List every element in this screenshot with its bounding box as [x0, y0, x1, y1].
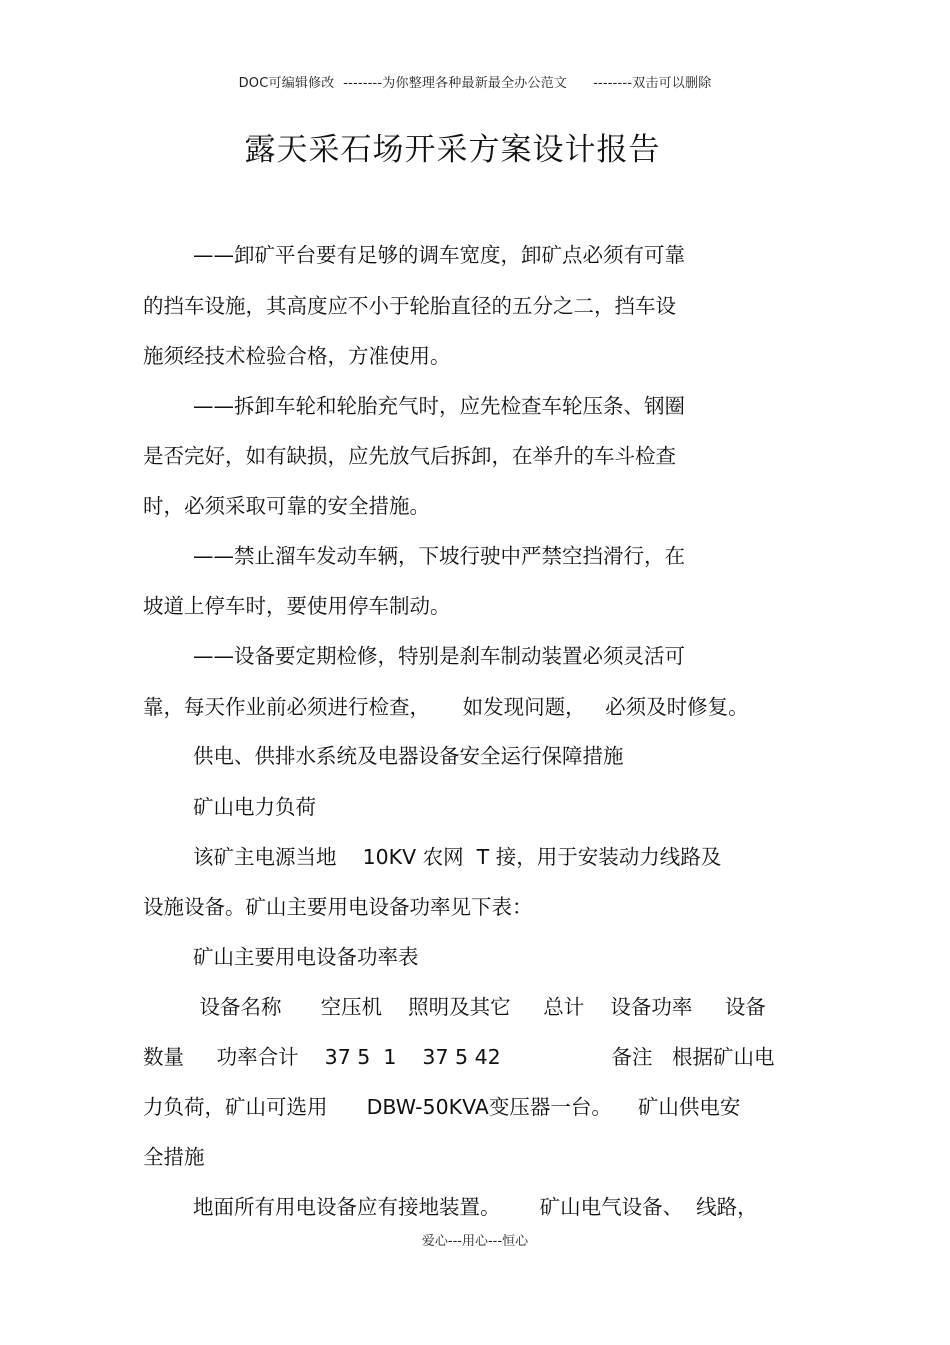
body-line-9: ——设备要定期检修，特别是刹车制动装置必须灵活可 [193, 644, 685, 668]
body-line-1: ——卸矿平台要有足够的调车宽度，卸矿点必须有可靠 [193, 243, 685, 267]
body-line-7: ——禁止溜车发动车辆，下坡行驶中严禁空挡滑行，在 [193, 544, 685, 568]
section-heading-load: 矿山电力负荷 [193, 795, 316, 819]
body-line-4: ——拆卸车轮和轮胎充气时，应先检查车轮压条、钢圈 [193, 394, 685, 418]
page-footer: 爱心---用心---恒心 [421, 1234, 529, 1249]
body-line-18: 力负荷，矿山可选用 DBW-50KVA变压器一台。 矿山供电安 [143, 1095, 741, 1119]
body-line-8: 坡道上停车时，要使用停车制动。 [143, 594, 451, 618]
body-line-3: 施须经技术检验合格，方准使用。 [143, 344, 451, 368]
body-line-5: 是否完好，如有缺损，应先放气后拆卸，在举升的车斗检查 [143, 444, 676, 468]
body-line-20: 地面所有用电设备应有接地装置。 矿山电气设备、 线路， [193, 1195, 758, 1219]
table-header-line: 设备名称 空压机 照明及其它 总计 设备功率 设备 [193, 995, 766, 1019]
page-header: DOC可编辑修改 --------为你整理各种最新最全办公范文 --------双击可以删除 [238, 76, 712, 91]
body-line-14: 设施设备。矿山主要用电设备功率见下表： [143, 895, 533, 919]
body-line-2: 的挡车设施，其高度应不小于轮胎直径的五分之二，挡车设 [143, 294, 676, 318]
table-values-line: 数量 功率合计 37 5 1 37 5 42 备注 根据矿山电 [143, 1045, 775, 1069]
body-line-10: 靠，每天作业前必须进行检查， 如发现问题， 必须及时修复。 [143, 695, 749, 719]
table-caption: 矿山主要用电设备功率表 [193, 945, 419, 969]
body-line-6: 时，必须采取可靠的安全措施。 [143, 494, 430, 518]
body-line-19: 全措施 [143, 1145, 205, 1169]
section-heading-power: 供电、供排水系统及电器设备安全运行保障措施 [193, 744, 624, 768]
document-title: 露天采石场开采方案设计报告 [244, 132, 661, 168]
body-line-13: 该矿主电源当地 10KV 农网 T 接，用于安装动力线路及 [193, 845, 722, 869]
